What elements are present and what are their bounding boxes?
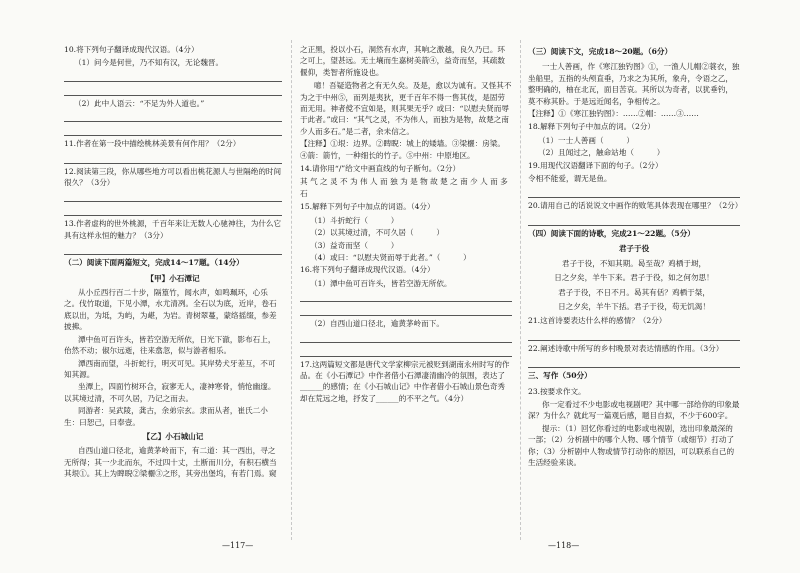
- answer-line[interactable]: [64, 152, 282, 164]
- passage-paragraph: 你一定看过不少电影或电视剧吧？其中哪一部给你的印象最深？为什么？就此写一篇观后感，题目自拟，不少于600字。: [528, 399, 740, 421]
- sub-question: （3）益奇而坚（ ）: [310, 240, 399, 250]
- passage-title: 【甲】小石潭记: [146, 273, 200, 283]
- sub-question: （1）斗折蛇行（ ）: [310, 215, 399, 225]
- answer-line[interactable]: [64, 124, 282, 136]
- answer-line[interactable]: [300, 304, 512, 316]
- question-text: 14.请你用“/”给文中画直线的句子断句。（2分）: [300, 164, 461, 174]
- column-divider: [291, 40, 292, 540]
- passage-title: 君子于役: [618, 244, 650, 254]
- question-text: 12.阅读第三段，你从哪些地方可以看出桃花源人与世隔绝的时间很久？（3分）: [64, 166, 282, 188]
- question-text: 20.请用自己的话说说文中画作的败笔具体表现在哪里？（2分）: [528, 201, 743, 211]
- column-left: [64, 44, 282, 481]
- answer-line[interactable]: [528, 329, 740, 341]
- passage-paragraph: 坐潭上，四面竹树环合，寂寥无人，凄神寒骨，悄怆幽邃。以其境过清，不可久居，乃记之而去。: [64, 382, 276, 403]
- section-heading: （四）阅读下面的诗歌，完成21～22题。（5分）: [528, 228, 695, 238]
- question-text: 21.这首诗要表达什么样的感情？（2分）: [528, 316, 667, 326]
- paragraph: 【注释】①垠：边界。②睥睨：城上的矮墙。③梁欐：房梁。④箭：箭竹，一种细长的竹子。⑤中州：中原地区。: [300, 139, 506, 160]
- passage-title: 【乙】小石城山记: [142, 431, 204, 441]
- answer-line[interactable]: [64, 204, 282, 216]
- paragraph: 【注释】①《寒江独钓图》：……②帽：……③……: [528, 109, 699, 119]
- column-middle: [300, 44, 512, 406]
- passage-paragraph: 潭中鱼可百许头，皆若空游无所依，日光下澈，影布石上，佁然不动；俶尔远逝，往来翕忽，似与游者相乐。: [64, 334, 276, 356]
- question-text: 22.阐述诗歌中所写的乡村晚景对表达情感的作用。（3分）: [528, 343, 724, 353]
- sub-question: （1）问今是何世，乃不知有汉，无论魏晋。: [74, 58, 224, 68]
- answer-line[interactable]: [528, 214, 740, 226]
- column-right: [528, 44, 743, 469]
- answer-line[interactable]: [528, 186, 740, 198]
- page-number-right: —118—: [548, 541, 580, 550]
- passage-paragraph: 噫！吾疑造物者之有无久矣。及是，愈以为诚有。又怪其不为之于中州⑤，而列是夷狄，更千百年不得一售其伎，是固劳而无用。神者傥不宜如是，则其果无乎？或曰：“以慰夫贤而辱于此者。”或曰：“其气之灵，不为伟人，而独为是物，故楚之南少人而多石。”是二者，余未信之。: [300, 81, 512, 136]
- column-divider: [520, 40, 521, 540]
- passage-paragraph: 同游者：吴武陵，龚古，余弟宗玄。隶而从者，崔氏二小生：曰恕己，曰奉壹。: [64, 406, 268, 427]
- passage-paragraph: 潭西南而望，斗折蛇行，明灭可见。其岸势犬牙差互，不可知其源。: [64, 358, 276, 379]
- question-text: 11.作者在第一段中描绘桃林美景有何作用？（2分）: [64, 139, 241, 149]
- section-heading: （二）阅读下面两篇短文，完成14～17题。（14分）: [64, 258, 244, 268]
- sub-question: （1）一士人善画（ ）: [538, 135, 634, 145]
- answer-line[interactable]: [300, 345, 512, 357]
- passage-paragraph: 一士人善画，作《寒江独钓图》①，一渔人儿帽②蓑衣，独坐船里，五指的头颅直垂，乃求之为其所，象舟，令语之乙，整明确的，柚在北瓦，面目苦哀。其所以为奇者，以犹垂钓，莫不称其卧。于是远近闻名，争相传之。: [528, 62, 740, 106]
- passage-paragraph: 提示：（1）回忆你看过的电影或电视剧，选出印象最深的一部；（2）分析剧中的哪个人物、哪个情节（或细节）打动了你；（3）分析剧中人物或情节打动你的原因，可以联系自己的生活经验来谈。: [528, 423, 735, 467]
- question-text: 15.解释下列句子中加点的词语。（4分）: [300, 202, 435, 212]
- poem-line: 日之夕矣，羊牛下来。君子于役，如之何勿思！: [554, 273, 714, 283]
- sub-question: （2）此中人语云：“不足为外人道也。”: [74, 98, 205, 108]
- question-text: 17.这两篇短文都是唐代文学家柳宗元被贬到湖南永州时写的作品。在《小石潭记》中作者借小石潭凄清幽冷的氛围，表达了______的感情；在《小石城山记》中作者借小石城山景色奇秀却在荒远之地，抒发了______的不平之气。（4分）: [300, 359, 510, 403]
- answer-line[interactable]: [300, 290, 512, 302]
- section-heading: （三）阅读下文，完成18～20题。（6分）: [528, 47, 673, 56]
- sub-question: （2）自西山道口径北，逾黄茅岭而下。: [310, 319, 444, 329]
- answer-line[interactable]: [528, 356, 740, 368]
- question-text: 13.作者虚构的世外桃源，千百年来让无数人心驰神往，为什么它具有这样永恒的魅力？（3分）: [64, 219, 282, 240]
- passage-paragraph: 从小丘西行百二十步，隔篁竹，闻水声，如鸣珮环，心乐之。伐竹取道，下见小潭，水尤清冽。全石以为底，近岸，卷石底以出，为坻，为屿，为嵁，为岩。青树翠蔓，蒙络摇缀，参差披拂。: [64, 288, 277, 332]
- page-number-left: —117—: [222, 541, 254, 550]
- answer-line[interactable]: [64, 84, 282, 96]
- sub-question: （2）以其境过清，不可久居（ ）: [310, 228, 444, 238]
- question-text: 10.将下列句子翻译成现代汉语。（4分）: [64, 45, 199, 54]
- answer-line[interactable]: [64, 190, 282, 202]
- sub-question: （1）潭中鱼可百许头，皆若空游无所依。: [310, 278, 452, 288]
- poem-line: 君子于役，不知其期。曷至哉？鸡栖于埘，: [561, 258, 707, 268]
- question-text: 18.解释下列句子中加点的词。（2分）: [528, 122, 656, 132]
- poem-line: 日之夕矣，羊牛下括。君子于役，苟无饥渴！: [558, 301, 710, 311]
- question-text: 16.将下列句子翻译成现代汉语。（4分）: [300, 265, 435, 275]
- answer-line[interactable]: [64, 243, 282, 255]
- answer-line[interactable]: [64, 110, 282, 122]
- poem-line: 君子于役，不日不月。曷其有佸？鸡栖于桀，: [558, 287, 710, 297]
- paragraph: 其 气 之 灵 不 为 伟 人 而 独 为 是 物 故 楚 之 南 少 人 而 多 石: [300, 177, 508, 198]
- section-heading: 三、写作（50分）: [528, 371, 592, 381]
- paragraph: 令相不能爱，谓无是鱼。: [528, 174, 612, 184]
- answer-line[interactable]: [64, 70, 282, 82]
- question-text: 23.按要求作文。: [528, 386, 586, 396]
- sub-question: （4）或曰：“以慰夫贤而辱于此者。”（ ）: [310, 252, 471, 262]
- question-text: 19.用现代汉语翻译下面的句子。（2分）: [528, 160, 663, 170]
- answer-line[interactable]: [300, 331, 512, 343]
- passage-paragraph: 自西山道口径北，逾黄茅岭而下，有二道：其一西出，寻之无所得；其一少北而东，不过四十丈，土断而川分，有积石横当其垠①。其上为睥睨②梁欐③之形，其旁出堡坞，有若门焉。窥: [64, 446, 277, 479]
- sub-question: （2）且闻过之，触命站地（ ）: [538, 148, 665, 158]
- paragraph: 之正黑，投以小石，洞然有水声，其响之激越，良久乃已。环之可上，望甚远。无土壤而生嘉树美箭④，益奇而坚，其疏数偃仰，类智者所施设也。: [300, 45, 506, 77]
